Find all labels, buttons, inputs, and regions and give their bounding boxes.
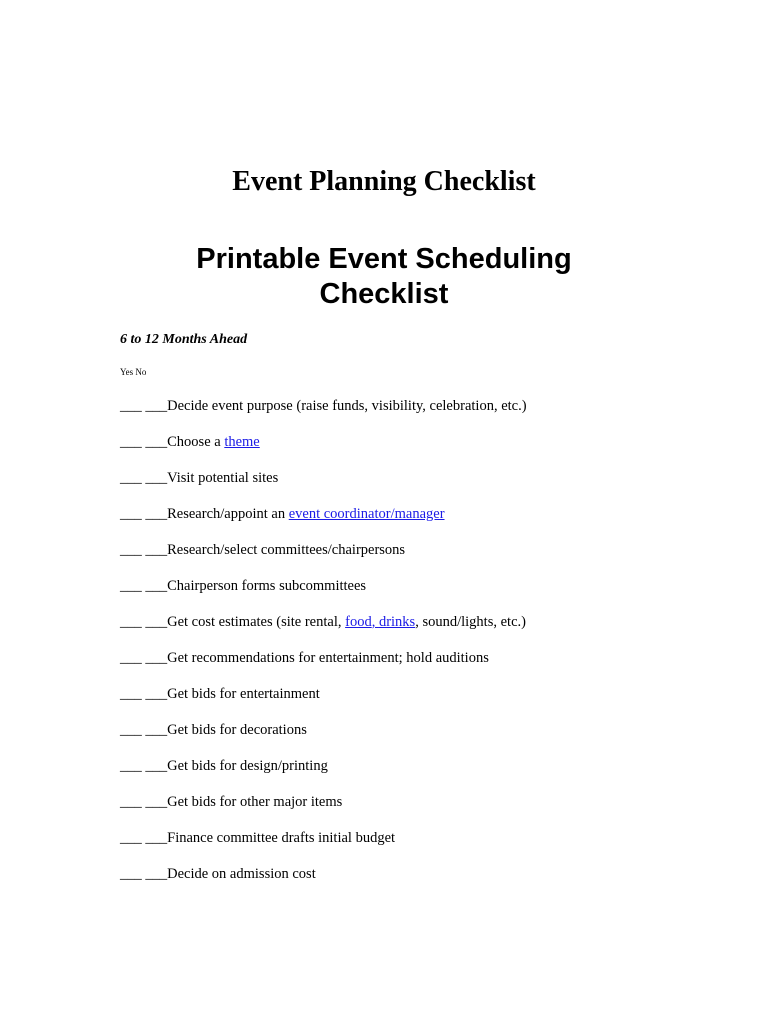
item-text: Get bids for design/printing bbox=[167, 758, 328, 774]
item-text: Get bids for other major items bbox=[167, 794, 343, 810]
yes-no-blanks: ___ ___ bbox=[120, 830, 168, 846]
checklist-item bbox=[120, 468, 527, 504]
link-separator: , bbox=[371, 614, 379, 630]
item-text: Finance committee drafts initial budget bbox=[167, 830, 396, 846]
yes-no-blanks: ___ ___ bbox=[120, 686, 168, 702]
checklist-item bbox=[120, 792, 527, 828]
checklist-item bbox=[120, 864, 527, 900]
yes-no-blanks: ___ ___ bbox=[120, 650, 168, 666]
item-text: Research/appoint an bbox=[167, 506, 289, 522]
document-title: Event Planning Checklist bbox=[232, 166, 536, 197]
theme-link[interactable]: theme bbox=[224, 434, 260, 450]
checklist-item bbox=[120, 540, 527, 576]
item-text: Get cost estimates (site rental, bbox=[167, 614, 346, 630]
checklist-item bbox=[120, 756, 527, 792]
item-text: Get bids for entertainment bbox=[167, 686, 320, 702]
subtitle-line-2: Checklist bbox=[319, 278, 449, 310]
document-subtitle bbox=[0, 242, 768, 312]
event-coordinator-link[interactable]: event coordinator/manager bbox=[288, 506, 445, 522]
checklist-item bbox=[120, 576, 527, 612]
checklist-item bbox=[120, 612, 527, 648]
checklist-item bbox=[120, 720, 527, 756]
subtitle-line-1: Printable Event Scheduling bbox=[196, 243, 572, 275]
section-heading: 6 to 12 Months Ahead bbox=[120, 332, 248, 347]
yes-no-blanks: ___ ___ bbox=[120, 398, 168, 414]
yes-no-blanks: ___ ___ bbox=[120, 506, 168, 522]
checklist-item bbox=[120, 684, 527, 720]
item-text: Research/select committees/chairpersons bbox=[167, 542, 406, 558]
yes-no-blanks: ___ ___ bbox=[120, 722, 168, 738]
item-text: Get bids for decorations bbox=[167, 722, 307, 738]
item-text: Decide on admission cost bbox=[167, 866, 316, 882]
checklist-item bbox=[120, 648, 527, 684]
yes-no-blanks: ___ ___ bbox=[120, 794, 168, 810]
checklist-item bbox=[120, 396, 527, 432]
checklist bbox=[120, 396, 527, 900]
yes-no-blanks: ___ ___ bbox=[120, 470, 168, 486]
item-text: Get recommendations for entertainment; hold auditions bbox=[167, 650, 489, 666]
yes-no-label: Yes No bbox=[120, 367, 147, 377]
item-text: Chairperson forms subcommittees bbox=[167, 578, 367, 594]
food-link[interactable]: food bbox=[345, 614, 372, 630]
yes-no-blanks: ___ ___ bbox=[120, 758, 168, 774]
drinks-link[interactable]: drinks bbox=[378, 614, 416, 630]
yes-no-blanks: ___ ___ bbox=[120, 434, 168, 450]
yes-no-blanks: ___ ___ bbox=[120, 542, 168, 558]
checklist-item bbox=[120, 504, 527, 540]
item-text: Choose a bbox=[167, 434, 225, 450]
checklist-item bbox=[120, 432, 527, 468]
yes-no-blanks: ___ ___ bbox=[120, 578, 168, 594]
yes-no-blanks: ___ ___ bbox=[120, 866, 168, 882]
checklist-item bbox=[120, 828, 527, 864]
item-text: Decide event purpose (raise funds, visibility, celebration, etc.) bbox=[167, 398, 527, 414]
yes-no-blanks: ___ ___ bbox=[120, 614, 168, 630]
item-text-end: , sound/lights, etc.) bbox=[415, 614, 526, 630]
item-text: Visit potential sites bbox=[167, 470, 279, 486]
